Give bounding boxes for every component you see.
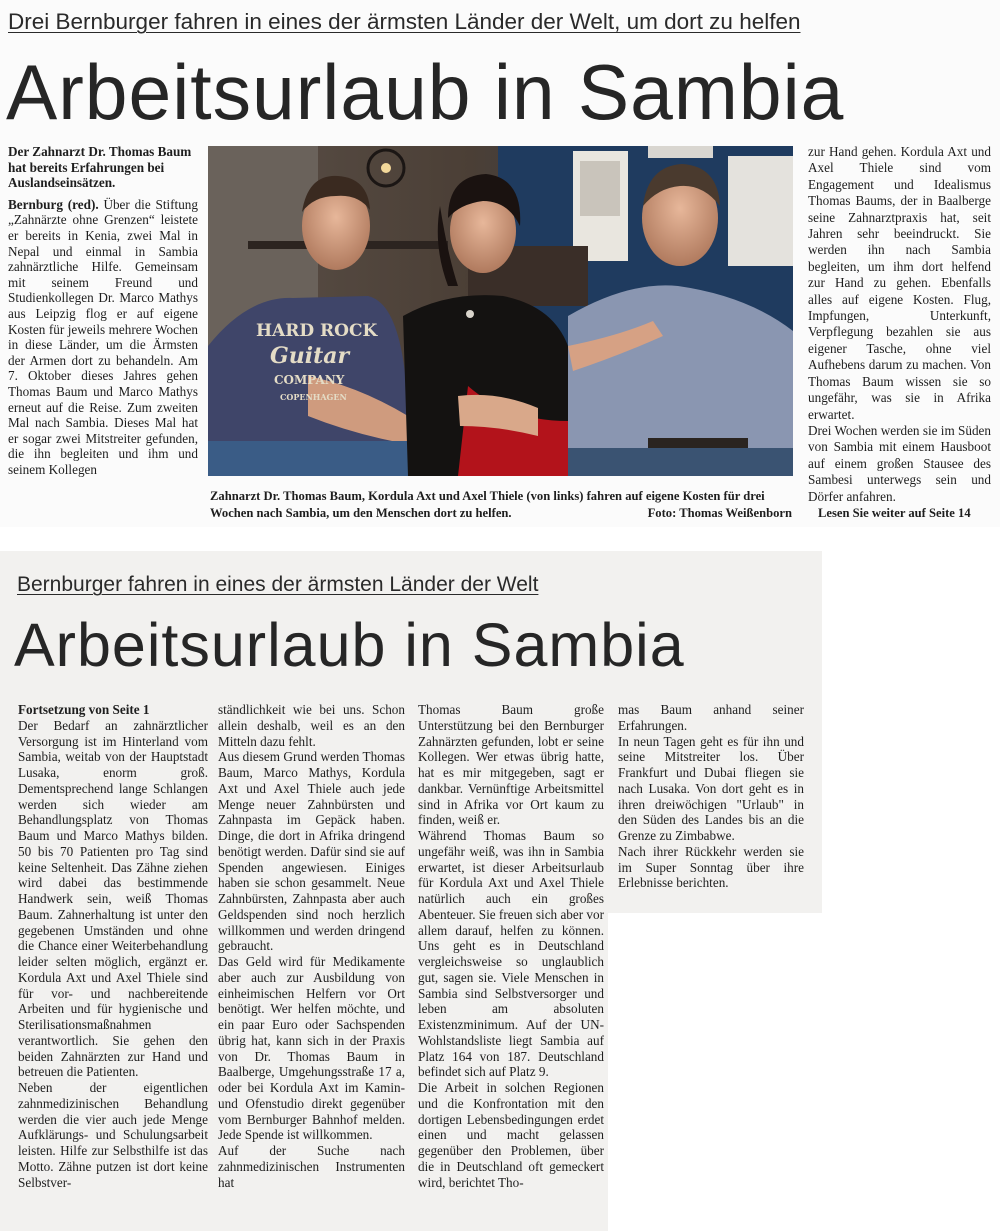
photo-credit: Foto: Thomas Weißenborn [647,506,792,520]
front-column-1 [8,144,198,477]
photo-caption-text: Zahnarzt Dr. Thomas Baum, Kordula Axt und Axel Thiele (von links) fahren auf eigene Kosten für drei Wochen nach Sambia, um den Menschen dort zu helfen. [210,489,765,520]
cont-col3-p2: Während Thomas Baum so ungefähr weiß, was ihn in Sambia erwartet, ist dieser Arbeitsurlaub für Kordula Axt und Axel Thiele natürlich auch ein großes Abenteuer. Sie freuen sich aber vor allem darauf, helfen zu können. Uns geht es in Deutschland vergleichsweise so unglaublich gut, sagen sie. Viele Menschen in Sambia sind Selbstversorger und leben am absoluten Existenzminimum. Auf der UN-Wohlstandsliste liegt Sambia auf Platz 164 von 187. Deutschland befindet sich auf Platz 9. [418,828,605,1080]
cont-col4-p1: mas Baum anhand seiner Erfahrungen. [618,702,804,733]
front-col2-body: zur Hand gehen. Kordula Axt und Axel Thiele sind vom Engagement und Idealismus Thomas Baums, der in Baalberge seine Zahnarztpraxis hat, seit Jahren sehr beeindruckt. Sie werden ihn nach Sambia begleiten, um ihm dort helfend zur Hand zu gehen. Ebenfalls alles auf eigene Kosten. Flug, Impfungen, Unterkunft, Verpflegung bezahlen sie aus eigener Tasche, ohne viel Aufhebens darum zu machen. Von Thomas Baum wissen sie so ungefähr, was sie in Afrika erwartet. [808,144,991,422]
front-col1-body: Über die Stiftung „Zahnärzte ohne Grenzen“ leistete er bereits in Kenia, zwei Mal in Nepal und einmal in Sambia zahnärztliche Hilfe. Gemeinsam mit seinem Freund und Studienkollegen Dr. Marco Mathys aus Leipzig flog er auf eigene Kosten für jeweils mehrere Wochen in diese Länder, um die Ärmsten der Armen dort zu behandeln. Am 7. Oktober dieses Jahres gehen Thomas Baum und Marco Mathys erneut auf die Reise. Zum zweiten Mal nach Sambia. Dieses Mal hat er sogar zwei Mitstreiter gefunden, die ihn begleiten und ihm und seinem Kollegen [8,196,198,477]
continued-on-page: Lesen Sie weiter auf Seite 14 [818,506,971,520]
photo-illustration [208,146,793,476]
cont-col3-p1: Thomas Baum große Unterstützung bei den Bernburger Zahnärzten gefunden, lobt er seine Kollegen. Wer etwas übrig hatte, hat es mir mitgegeben, sagt er dankbar. Vernünftige Arbeitsmittel sind in Afrika vor Ort kaum zu finden, weiß er. [418,702,604,828]
front-kicker: Drei Bernburger fahren in eines der ärmsten Länder der Welt, um dort zu helfen [8,9,801,34]
cont-col2-p4: Auf der Suche nach zahnmedizinischen Instrumenten hat [218,1143,405,1190]
shirt-text-line-1: HARD ROCK [256,321,378,341]
cont-col1-p1: Der Bedarf an zahnärztlicher Versorgung ist im Hinterland vom Sambia, weitab von der Hauptstadt Lusaka, enorm groß. Dementsprechend lange Schlangen werden sich wieder am Behandlungsplatz von Thomas Baum und Marco Mathys bilden. 50 bis 70 Patienten pro Tag sind keine Seltenheit. Das Zähne ziehen wird dabei das bestimmende Handwerk sein, weiß Thomas Baum. Zahnerhaltung ist unter den gegebenen Umständen und ohne die Chance einer Weiterbehandlung leider selten möglich, ergänzt er. Kordula Axt und Axel Thiele sind für vor- und nachbereitende Arbeiten und für hygienische und Sterilisationsmaßnahmen verantwortlich. Sie gehen den beiden Zahnärzten zur Hand und betreuen die Patienten. [18,717,208,1080]
continuation-column-1 [18,702,208,1190]
continuation-column-4 [618,702,804,891]
from-page-label: Fortsetzung von Seite 1 [18,702,150,717]
front-photo [208,146,793,476]
shirt-text-line-2: Guitar [270,343,350,369]
cont-col4-p3: Nach ihrer Rückkehr werden sie im Super Sonntag über ihre Erlebnisse berichten. [618,843,804,891]
cont-col4-p2: In neun Tagen geht es für ihn und seine Mitstreiter los. Über Frankfurt und Dubai fliegen sie nach Lusaka. Von dort geht es in ihren dreiwöchigen "Urlaub" in den Süden des Landes bis an die Grenze zu Zimbabwe. [618,733,804,843]
continuation-column-3 [418,702,604,1190]
cont-col2-p2: Aus diesem Grund werden Thomas Baum, Marco Mathys, Kordula Axt und Axel Thiele auch jede Menge neuer Zahnbürsten und Zahnpasta im Gepäck haben. Dinge, die dort in Afrika dringend benötigt werden. Dafür sind sie auf Spenden angewiesen. Einiges haben sie schon gesammelt. Neue Zahnbürsten, Zahnpasta aber auch Geldspenden sind noch herzlich willkommen und werden dringend gebraucht. [218,749,405,954]
front-col2-body-2: Drei Wochen werden sie im Süden von Sambia mit einem Hausboot auf einem großen Stausee des Sambesi unterwegs sein und Dörfer anfahren. [808,422,991,504]
clipping-cutout [608,913,1000,1231]
continuation-kicker: Bernburger fahren in eines der ärmsten Länder der Welt [17,573,539,596]
front-lead: Der Zahnarzt Dr. Thomas Baum hat bereits Erfahrungen bei Auslandseinsätzen. [8,144,192,191]
front-photo-caption [210,488,792,522]
cont-col2-p1: ständlichkeit wie bei uns. Schon allein deshalb, weil es an den Mitteln dazu fehlt. [218,702,405,749]
continuation-headline: Arbeitsurlaub in Sambia [14,611,685,679]
cont-col1-p2: Neben der eigentlichen zahnmedizinischen Behandlung werden die vier auch jede Menge Aufklärungs- und Schulungsarbeit leisten. Hilfe zur Selbsthilfe ist das Motto. Zähne putzen ist dort keine Selbstver- [18,1080,208,1190]
front-dateline: Bernburg (red). [8,196,99,212]
continuation-column-2 [218,702,405,1190]
front-page-clipping [0,0,1000,527]
front-headline: Arbeitsurlaub in Sambia [6,48,845,136]
cont-col2-p3: Das Geld wird für Medikamente aber auch zur Ausbildung von einheimischen Helfern vor Ort benötigt. Wer helfen möchte, und ein paar Euro oder Sachspenden übrig hat, kann sich in der Praxis von Dr. Thomas Baum in Baalberge, Umgehungsstraße 17 a, oder bei Kordula Axt im Kamin- und Ofenstudio direkt gegenüber vom Bernburger Bahnhof melden. Jede Spende ist willkommen. [218,954,405,1143]
shirt-text-line-3: COMPANY [274,373,345,387]
shirt-text-line-4: COPENHAGEN [280,392,347,402]
front-column-2 [808,144,991,505]
cont-col3-p3: Die Arbeit in solchen Regionen und die Konfrontation mit den dortigen Lebensbedingungen erdet einen und macht gelassen gegenüber den Problemen, über die in Deutschland oft gemeckert wird, berichtet Tho- [418,1080,604,1190]
